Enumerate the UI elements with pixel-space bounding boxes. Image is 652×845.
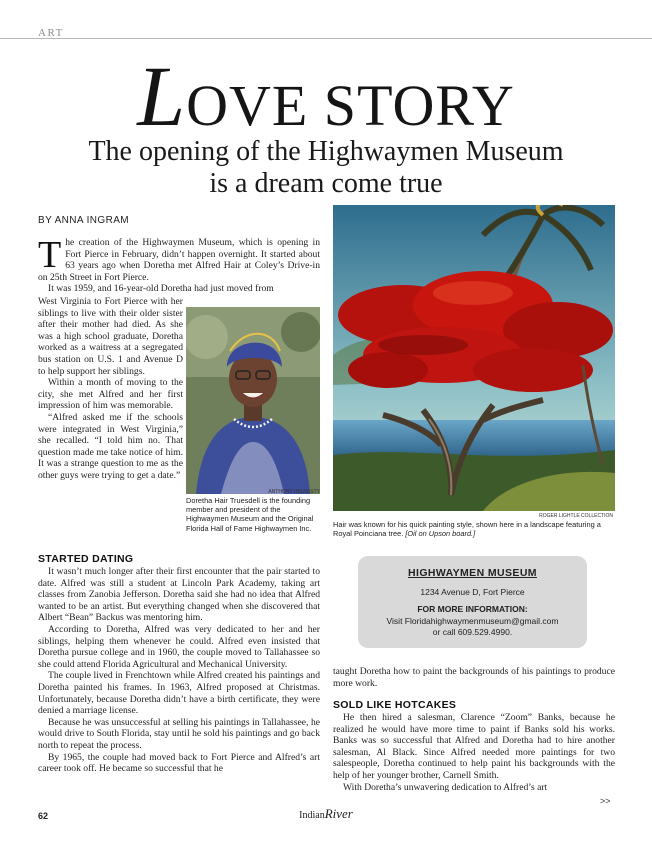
body-paragraph: taught Doretha how to paint the backgrounds of his paintings to produce more work.	[333, 666, 615, 689]
byline: BY ANNA INGRAM	[38, 215, 129, 226]
painting-caption-text: Hair was known for his quick painting style, shown here in a landscape featuring a Royal Poinciana tree.	[333, 520, 601, 539]
intro-text	[38, 234, 320, 295]
body-paragraph: With Doretha’s unwavering dedication to Alfred’s art	[343, 781, 548, 793]
section-heading-sold-like-hotcakes: SOLD LIKE HOTCAKES	[333, 699, 457, 711]
painting-illustration	[333, 205, 615, 511]
body-paragraph: By 1965, the couple had moved back to Fort Pierce and Alfred’s art career took off. He became so successful that he	[38, 751, 320, 775]
intro-paragraph: he creation of the Highwaymen Museum, which is opening in Fort Pierce in February, didn’t happen overnight. It started about 63 years ago when Doretha met Alfred Hair at Coley’s Drive-in on 25th Street in Fort Pierce.	[38, 237, 320, 283]
portrait-credit: ANTHONY INSWASTY	[268, 489, 320, 495]
painting-credit: ROGER LIGHTLE COLLECTION	[539, 513, 613, 519]
info-box-phone-line: or call 609.529.4990.	[432, 626, 513, 637]
museum-info-box	[358, 556, 587, 648]
page-number: 62	[38, 811, 49, 821]
section-label: ART	[38, 27, 64, 39]
subhead-line-2: is a dream come true	[209, 168, 443, 199]
drop-cap: T	[38, 234, 62, 276]
subhead-line-1: The opening of the Highwaymen Museum	[88, 136, 564, 167]
subheadline	[40, 136, 612, 200]
painting-medium: [Oil on Upson board.]	[405, 529, 476, 539]
body-paragraph: He then hired a salesman, Clarence “Zoom” Banks, because he realized he would have more time to paint if Banks sold his works. Banks was so successful that Alfred and Doretha had to hire another salesman, Al Black. Since Alfred needed more paintings for two salespeople, Doretha continued to help paint his backgrounds with the help of her younger brother, Carnell Smith.	[333, 712, 615, 781]
body-paragraph: Within a month of moving to the city, she met Alfred and her first impression of him was memorable.	[38, 377, 183, 412]
intro-paragraph: It was 1959, and 16-year-old Doretha had just moved from	[48, 283, 274, 295]
info-box-more-label: FOR MORE INFORMATION:	[417, 604, 528, 614]
top-rule	[0, 38, 652, 39]
info-box-email-line: Visit Floridahighwaymenmuseum@gmail.com	[386, 616, 559, 626]
body-paragraph: The couple lived in Frenchtown while Alfred created his paintings and Doretha painted his frames. In 1963, Alfred proposed at Christmas. Unfortunately, because Doretha didn’t have a birth certificate, they were denied a marriage license.	[38, 670, 320, 717]
started-dating-text	[38, 566, 320, 775]
headline-rest: OVE STORY	[186, 73, 515, 138]
headline-initial: L	[137, 48, 187, 144]
body-paragraph: “Alfred asked me if the schools were integrated in West Virginia,” she recalled. “I told him no. That question made me take notice of him. It was a strange question to me as the other guys were trying to get a date.”	[38, 411, 183, 481]
magazine-logo-part-1: Indian	[299, 810, 325, 821]
narrow-column-text	[38, 296, 183, 482]
landscape-painting	[333, 205, 615, 511]
body-paragraph: According to Doretha, Alfred was very dedicated to her and her siblings, helping them whenever he could. Alfred even insisted that Doretha pursue college and in 1960, the couple moved to Tallahassee so she could attend Florida Agricultural and Mechanical University.	[38, 623, 320, 670]
portrait-illustration	[186, 307, 320, 494]
section-heading-started-dating: STARTED DATING	[38, 553, 134, 565]
body-paragraph: It wasn’t much longer after their first encounter that the pair started to date. Alfred was still a student at Lincoln Park Academy, taking art classes from Zanobia Jefferson. Doretha said she had no idea that Alfred wanted to be an artist. But everything changed when she discovered that Albert “Bean” Backus was mentoring him.	[38, 566, 320, 624]
body-paragraph: Because he was unsuccessful at selling his paintings in Tallahassee, he would drive to South Florida, stay until he sold his paintings and go back north to repeat the process.	[38, 716, 320, 751]
body-paragraph: West Virginia to Fort Pierce with her siblings to live with their older sister after their mother had died. As she was a high school graduate, Doretha worked as a waitress at a segregated bus station on U.S. 1 and Avenue D to help support her siblings.	[38, 296, 183, 377]
portrait-caption: Doretha Hair Truesdell is the founding member and president of the Highwaymen Museum and the Original Florida Hall of Fame Highwaymen Inc.	[186, 496, 314, 533]
info-box-title: HIGHWAYMEN MUSEUM	[408, 567, 537, 579]
info-box-contact	[358, 616, 587, 637]
painting-caption	[333, 520, 617, 539]
magazine-logo	[0, 806, 652, 822]
sold-like-hotcakes-text	[333, 712, 615, 793]
magazine-logo-part-2: River	[324, 806, 353, 821]
continued-arrows: >>	[600, 796, 611, 806]
info-box-address: 1234 Avenue D, Fort Pierce	[420, 587, 525, 597]
portrait-photo	[186, 307, 320, 494]
headline	[0, 48, 652, 144]
column2-continued-text	[333, 666, 615, 689]
